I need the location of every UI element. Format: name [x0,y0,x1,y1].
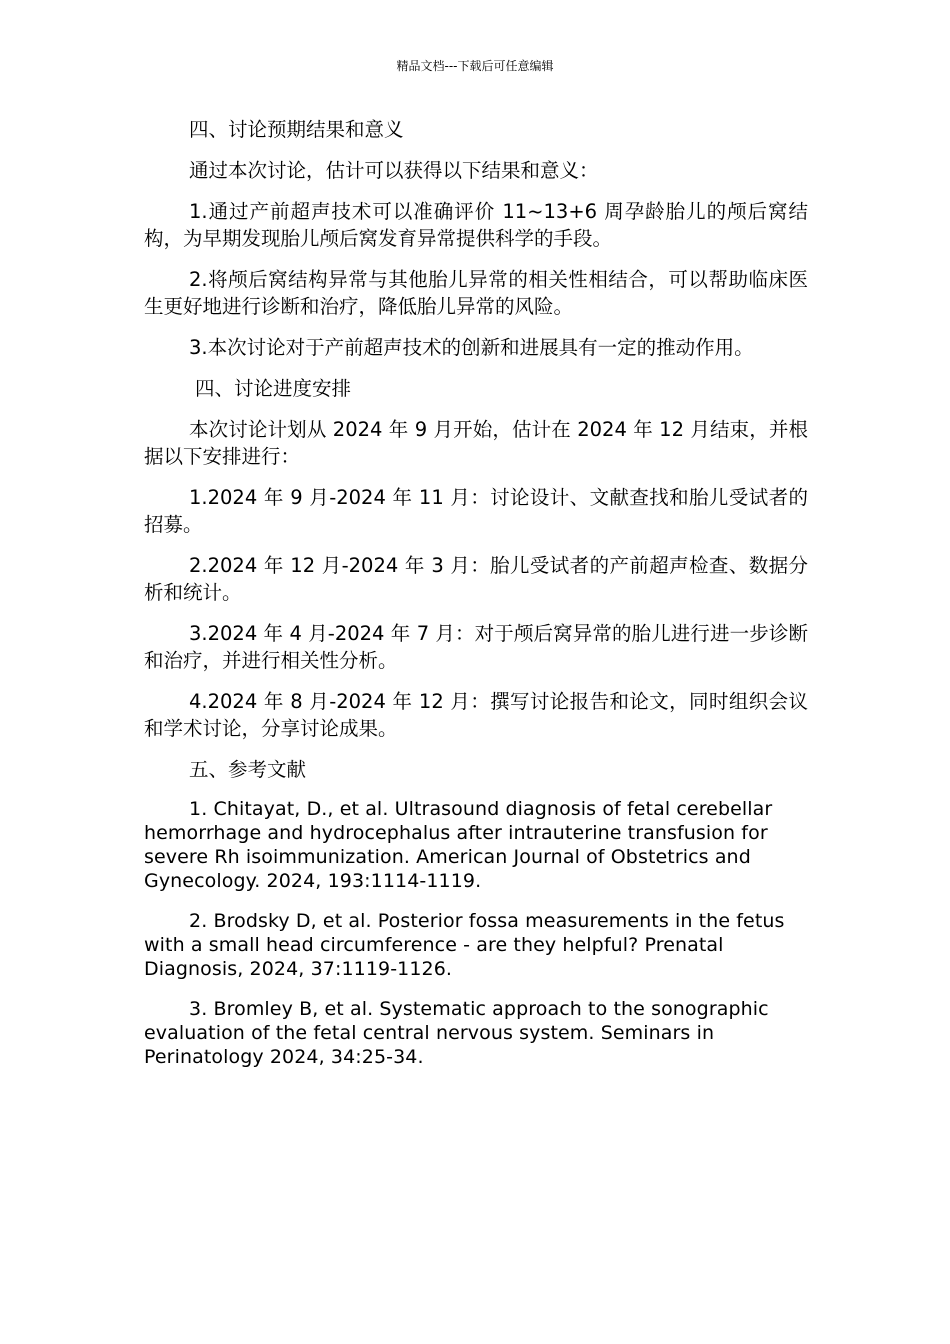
section-heading-expected-results: 四、讨论预期结果和意义 [189,118,404,141]
page-header: 精品文档---下载后可任意编辑 [396,59,554,73]
document-body [144,116,808,1085]
reference-item: 1. Chitayat, D., et al. Ultrasound diagnosis of fetal cerebellar hemorrhage and hydrocephalus after intrauterine transfusion for severe Rh isoimmunization. American Journal of Obstetrics and Gynecology. 2024, 193:1114-1119. [144,798,773,892]
schedule-item: 3.2024 年 4 月-2024 年 7 月：对于颅后窝异常的胎儿进行进一步诊断和治疗，并进行相关性分析。 [144,622,808,672]
schedule-item: 1.2024 年 9 月-2024 年 11 月：讨论设计、文献查找和胎儿受试者的招募。 [144,486,808,536]
expected-results-intro: 通过本次讨论，估计可以获得以下结果和意义： [189,159,599,182]
reference-item: 3. Bromley B, et al. Systematic approach to the sonographic evaluation of the fetal central nervous system. Seminars in Perinatology 2024, 34:25-34. [144,998,769,1068]
schedule-item: 4.2024 年 8 月-2024 年 12 月：撰写讨论报告和论文，同时组织会议和学术讨论，分享讨论成果。 [144,690,808,740]
expected-result-item: 2.将颅后窝结构异常与其他胎儿异常的相关性相结合，可以帮助临床医生更好地进行诊断和治疗，降低胎儿异常的风险。 [144,268,808,318]
schedule-item: 2.2024 年 12 月-2024 年 3 月：胎儿受试者的产前超声检查、数据分析和统计。 [144,554,808,604]
section-heading-references: 五、参考文献 [189,758,307,781]
expected-result-item: 1.通过产前超声技术可以准确评价 11~13+6 周孕龄胎儿的颅后窝结构，为早期发现胎儿颅后窝发育异常提供科学的手段。 [144,200,808,250]
schedule-intro: 本次讨论计划从 2024 年 9 月开始，估计在 2024 年 12 月结束，并根据以下安排进行： [144,418,808,468]
reference-item: 2. Brodsky D, et al. Posterior fossa measurements in the fetus with a small head circumference - are they helpful? Prenatal Diagnosis, 2024, 37:1119-1126. [144,910,785,980]
expected-result-item: 3.本次讨论对于产前超声技术的创新和进展具有一定的推动作用。 [189,336,754,359]
section-heading-schedule: 四、讨论进度安排 [195,377,352,400]
